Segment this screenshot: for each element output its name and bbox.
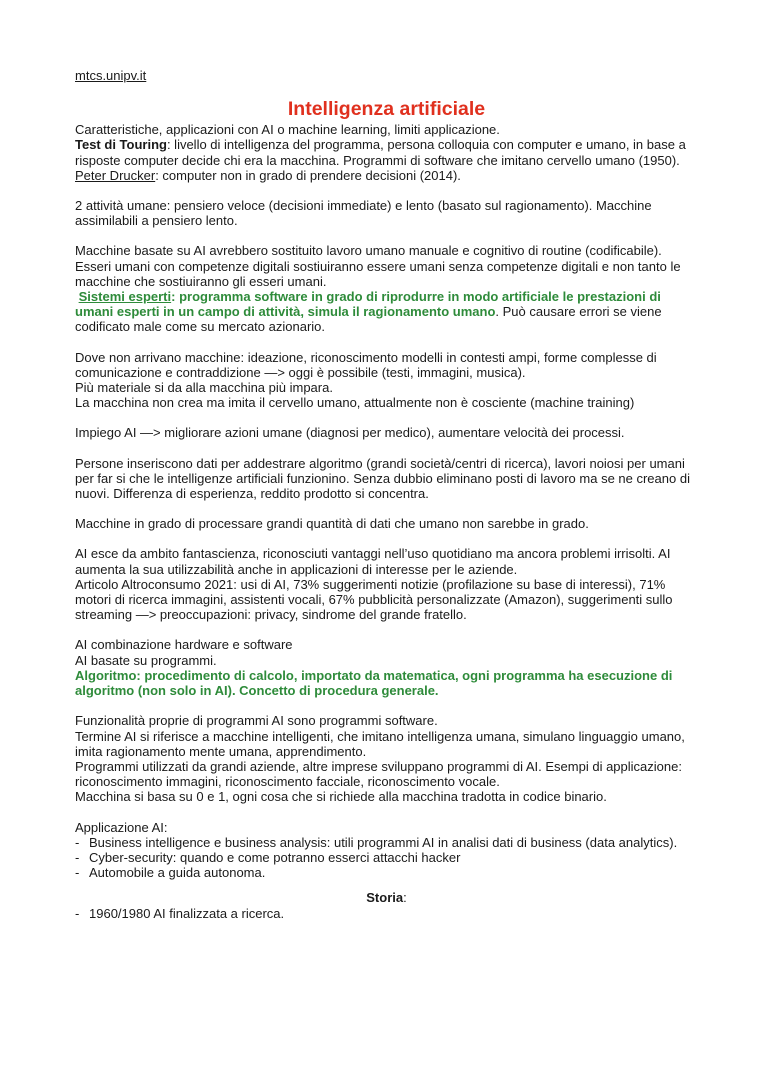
turing-label: Test di Touring (75, 137, 167, 153)
drucker-label: Peter Drucker (75, 167, 156, 183)
persone-paragraph: Persone inseriscono dati per addestrare algoritmo (grandi società/centri di ricerca), lavori noiosi per umani per far si che le intelligenze artificiali funzionino. Senza dubbio eliminano posti di lavoro ma se ne creano di nuovi. Differenza di esperienza, reddito prodotto si concentra. (75, 455, 690, 502)
drucker-paragraph (75, 168, 698, 183)
combinazione-line: AI combinazione hardware e software (75, 637, 293, 653)
applicazione-list (75, 835, 698, 881)
storia-heading (75, 890, 698, 905)
storia-heading-colon: : (403, 890, 407, 906)
dove-paragraph: Dove non arrivano macchine: ideazione, riconoscimento modelli in contesti ampi, forme complesse di comunicazione e contraddizione —> oggi è possibile (testi, immagini, musica). (75, 349, 657, 380)
storia-list (75, 906, 698, 921)
intro-section (75, 122, 698, 183)
sistemi-esperti-paragraph (75, 289, 698, 335)
list-item: - Automobile a guida autonoma. (75, 865, 698, 880)
page-title: Intelligenza artificiale (287, 98, 486, 121)
algoritmo-definition: Algoritmo: procedimento di calcolo, importato da matematica, ogni programma ha esecuzione di algoritmo (non solo in AI). Concetto di procedura generale. (75, 667, 673, 699)
sistemi-esperti-label: Sistemi esperti (78, 289, 172, 305)
ambito-paragraph: AI esce da ambito fantascienza, riconosciuti vantaggi nell’uso quotidiano ma ancora problemi irrisolti. AI aumenta la sua utilizzabilità anche in applicazioni di interesse per le aziende. (75, 546, 671, 577)
attivita-paragraph: 2 attività umane: pensiero veloce (decisioni immediate) e lento (basato sul ragionamento). Macchine assimilabili a pensiero lento. (75, 198, 652, 229)
list-item: - Business intelligence e business analysis: utili programmi AI in analisi dati di business (data analytics). (75, 835, 698, 850)
sistemi-esperti-definition: : programma software in grado di riprodurre in modo artificiale le prestazioni di umani esperti in un campo di attività, simula il ragionamento umano (75, 289, 661, 320)
applicazione-heading: Applicazione AI: (75, 819, 168, 835)
turing-paragraph (75, 137, 698, 167)
intro-line: Caratteristiche, applicazioni con AI o machine learning, limiti applicazione. (75, 122, 500, 138)
turing-text: : livello di intelligenza del programma, persona colloquia con computer e umano, in base a risposte computer decide chi era la macchina. Programmi di software che imitano cervello umano (1950). (75, 137, 686, 168)
site-link[interactable]: mtcs.unipv.it (75, 68, 147, 83)
programmi-aziende-line: Programmi utilizzati da grandi aziende, altre imprese sviluppano programmi di AI. Esempi di applicazione: riconoscimento immagini, riconoscimento facciale, riconoscimento vocale. (75, 758, 682, 790)
dove-line: La macchina non crea ma imita il cervello umano, attualmente non è cosciente (machine training) (75, 395, 635, 411)
termine-ai-line: Termine AI si riferisce a macchine intelligenti, che imitano intelligenza umana, simulano linguaggio umano, imita ragionamento mente umana, apprendimento. (75, 728, 685, 759)
impiego-paragraph: Impiego AI —> migliorare azioni umane (diagnosi per medico), aumentare velocità dei processi. (75, 425, 625, 441)
quantita-paragraph: Macchine in grado di processare grandi quantità di dati che umano non sarebbe in grado. (75, 516, 589, 532)
binario-line: Macchina si basa su 0 e 1, ogni cosa che si richiede alla macchina tradotta in codice binario. (75, 789, 607, 805)
drucker-text: : computer non in grado di prendere decisioni (2014). (155, 167, 461, 183)
storia-heading-text: Storia (366, 890, 404, 906)
list-item: - Cyber-security: quando e come potranno esserci attacchi hacker (75, 850, 698, 865)
altroconsumo-paragraph: Articolo Altroconsumo 2021: usi di AI, 73% suggerimenti notizie (profilazione su base di interessi), 71% motori di ricerca immagini, assistenti vocali, 67% pubblicità personalizzate (Amazon), suggerimenti sullo streaming —> preoccupazioni: privacy, sindrome del grande fratello. (75, 576, 673, 623)
funzionalita-line: Funzionalità proprie di programmi AI sono programmi software. (75, 713, 438, 729)
sistemi-esperti-tail: . Può causare errori se viene codificato male come su mercato azionario. (75, 304, 662, 335)
list-item: - 1960/1980 AI finalizzata a ricerca. (75, 906, 698, 921)
programmi-line: AI basate su programmi. (75, 652, 217, 668)
macchine-paragraph: Macchine basate su AI avrebbero sostituito lavoro umano manuale e cognitivo di routine (codificabile). Esseri umani con competenze digitali sostiuiranno essere umani senza competenze digitali e non tanto le macchine che sostiuiranno gli esseri umani. (75, 243, 681, 289)
dove-line: Più materiale si da alla macchina più impara. (75, 380, 333, 396)
